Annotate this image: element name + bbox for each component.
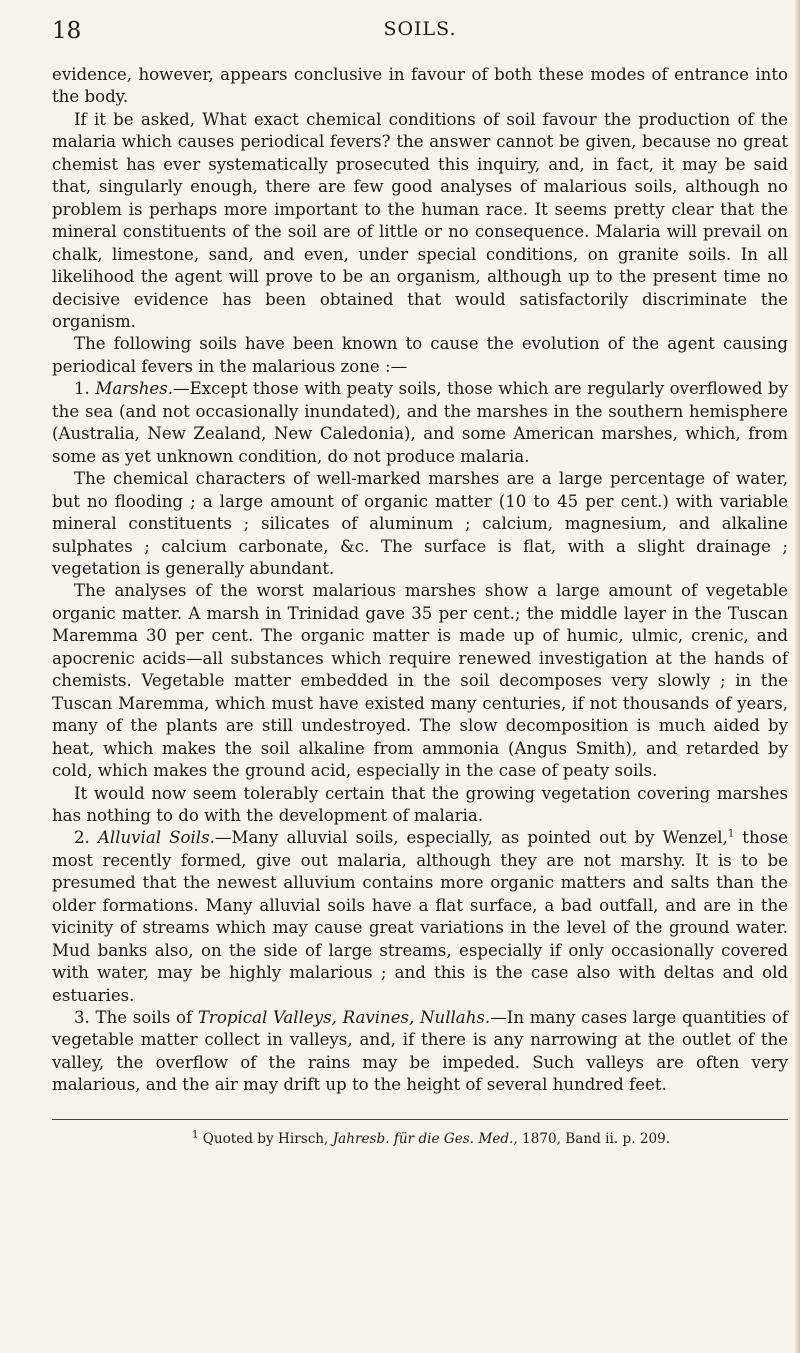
footnote-source-title: Jahresb. für die Ges. Med. (332, 1130, 514, 1147)
section-text: —Except those with peaty soils, those which are regularly overflowed by the sea (and not occasionally inundated), and the marshes in the southern hemisphere (Australia, New Zealand, New Caledonia), and some American marshes, which, from some as yet unknown condition, do not produce malaria. (52, 379, 788, 466)
section-alluvial-soils (52, 827, 788, 1007)
section-number: 1. (74, 379, 90, 399)
paragraph: If it be asked, What exact chemical conditions of soil favour the production of the malaria which causes periodical fevers? the answer cannot be given, because no great chemist has ever systematically prosecuted this inquiry, and, in fact, it may be said that, singularly enough, there are few good analyses of malarious soils, although no problem is perhaps more important to the human race. It seems pretty clear that the mineral constituents of the soil are of little or no consequence. Malaria will prevail on chalk, limestone, sand, and even, under special conditions, on granite soils. In all likelihood the agent will prove to be an organism, although up to the present time no decisive evidence has been obtained that would satisfactorily discriminate the organism. (52, 109, 788, 331)
section-text: —In many cases large quantities of vegetable matter collect in valleys, and, if there is any narrowing at the outlet of the valley, the overflow of the rains may be impeded. Such valleys are often very malarious, and the air may drift up to the height of several hundred feet. (52, 1008, 788, 1095)
section-tropical-valleys (52, 1007, 788, 1097)
section-title: Marshes. (95, 379, 174, 399)
section-marshes (52, 378, 788, 468)
footnote-text: Quoted by Hirsch, (198, 1130, 333, 1147)
section-number: 2. (74, 828, 90, 848)
paragraph: The chemical characters of well-marked marshes are a large percentage of water, but no flooding ; a large amount of organic matter (10 to 45 per cent.) with variable mineral constituents ; silicates of aluminum ; calcium, magnesium, and alkaline sulphates ; calcium carbonate, &c. The surface is flat, with a slight drainage ; vegetation is generally abundant. (52, 469, 788, 578)
section-text: —Many alluvial soils, especially, as pointed out by Wenzel, (214, 828, 728, 848)
paragraph: It would now seem tolerably certain that the growing vegetation covering marshes has nothing to do with the development of malaria. (52, 783, 788, 825)
body-text (52, 64, 788, 1097)
footnote-text: , 1870, Band ii. p. 209. (513, 1130, 671, 1147)
section-lead: 3. The soils of (74, 1008, 198, 1028)
section-text: those most recently formed, give out malaria, although they are not marshy. It is to be presumed that the newest alluvium contains more organic matters and salts than the older formations. Many alluvial soils have a flat surface, a bad outfall, and are in the vicinity of streams which may cause great variations in the level of the ground water. Mud banks also, on the side of large streams, especially if only occasionally covered with water, may be highly malarious ; and this is the case also with deltas and old estuaries. (52, 828, 788, 1005)
paragraph: The analyses of the worst malarious marshes show a large amount of vegetable organic matter. A marsh in Trinidad gave 35 per cent.; the middle layer in the Tuscan Maremma 30 per cent. The organic matter is made up of humic, ulmic, crenic, and apocrenic acids—all substances which require renewed investigation at the hands of chemists. Vegetable matter embedded in the soil decomposes very slowly ; in the Tuscan Maremma, which must have existed many centuries, if not thousands of years, many of the plants are still undestroyed. The slow decomposition is much aided by heat, which makes the soil alkaline from ammonia (Angus Smith), and retarded by cold, which makes the ground acid, especially in the case of peaty soils. (52, 581, 788, 781)
page-edge-shadow (794, 0, 800, 1353)
page-number: 18 (52, 18, 82, 44)
footnote-marker: 1 (192, 1129, 199, 1141)
section-title: Alluvial Soils. (97, 828, 215, 848)
footnote (52, 1130, 788, 1148)
page-header (52, 18, 788, 48)
footnote-divider (52, 1119, 788, 1120)
running-head: SOILS. (383, 18, 457, 40)
paragraph: evidence, however, appears conclusive in favour of both these modes of entrance into the body. (52, 65, 788, 107)
footnote-reference: 1 (727, 828, 735, 840)
paragraph: The following soils have been known to cause the evolution of the agent causing periodical fevers in the malarious zone :— (52, 334, 788, 376)
book-page (52, 18, 788, 1148)
section-title: Tropical Valleys, Ravines, Nullahs. (197, 1008, 491, 1028)
